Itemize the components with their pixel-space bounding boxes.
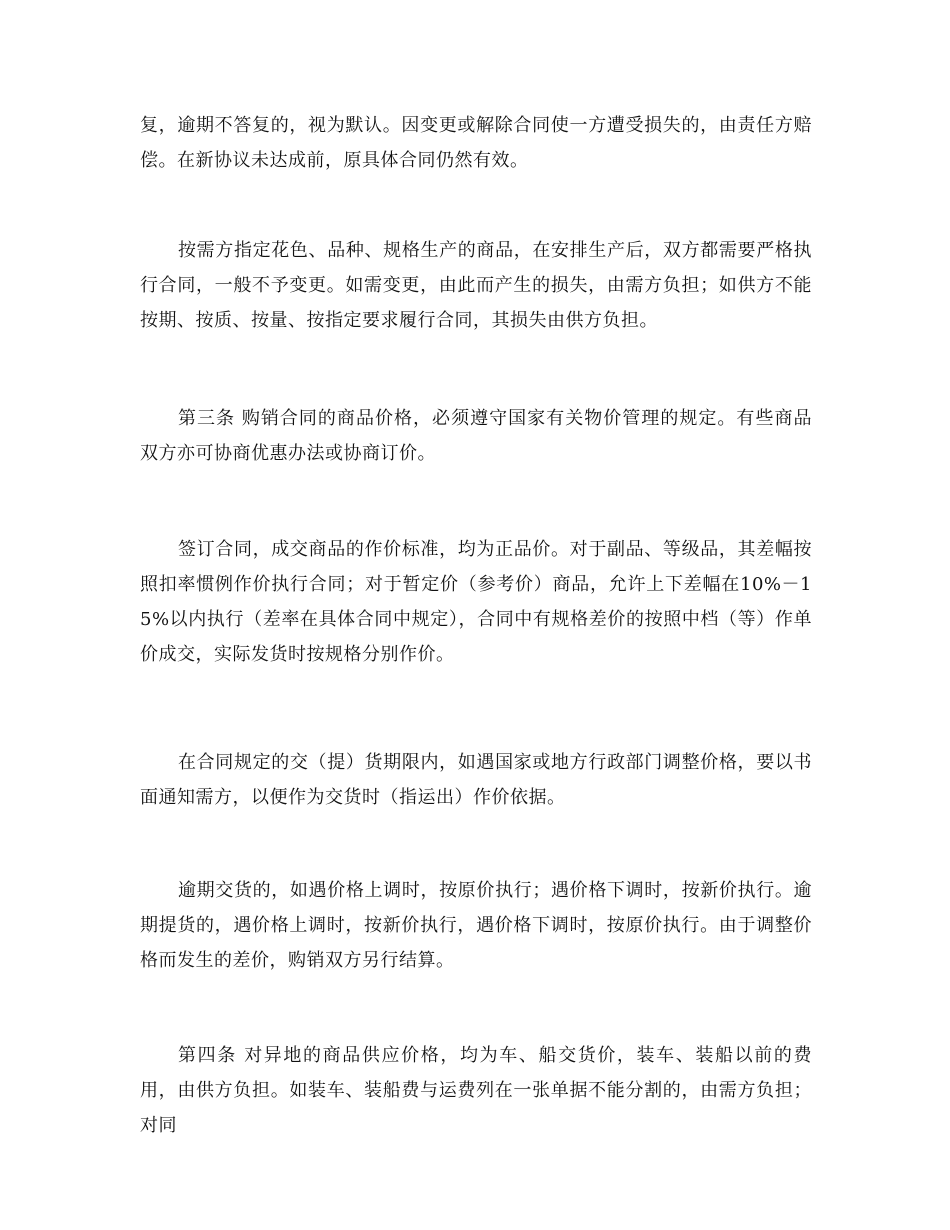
paragraph-price-adjustment: 在合同规定的交（提）货期限内，如遇国家或地方行政部门调整价格，要以书面通知需方，以便作为交货时（指运出）作价依据。	[140, 752, 812, 808]
paragraph-continuation: 复，逾期不答复的，视为默认。因变更或解除合同使一方遭受损失的，由责任方赔偿。在新协议未达成前，原具体合同仍然有效。	[140, 115, 812, 171]
paragraph-pricing-standard: 签订合同，成交商品的作价标准，均为正品价。对于副品、等级品，其差幅按照扣率惯例作价执行合同；对于暂定价（参考价）商品，允许上下差幅在10%－15%以内执行（差率在具体合同中规定），合同中有规格差价的按照中档（等）作单价成交，实际发货时按规格分别作价。	[140, 539, 812, 665]
paragraph-article-4: 第四条 对异地的商品供应价格，均为车、船交货价，装车、装船以前的费用，由供方负担。如装车、装船费与运费列在一张单据不能分割的，由需方负担；对同	[140, 1045, 812, 1136]
paragraph-article-3: 第三条 购销合同的商品价格，必须遵守国家有关物价管理的规定。有些商品双方亦可协商优惠办法或协商订价。	[140, 408, 812, 464]
paragraph-custom-production: 按需方指定花色、品种、规格生产的商品，在安排生产后，双方都需要严格执行合同，一般不予变更。如需变更，由此而产生的损失，由需方负担；如供方不能按期、按质、按量、按指定要求履行合同，其损失由供方负担。	[140, 240, 812, 331]
paragraph-overdue-delivery: 逾期交货的，如遇价格上调时，按原价执行；遇价格下调时，按新价执行。逾期提货的，遇价格上调时，按新价执行，遇价格下调时，按原价执行。由于调整价格而发生的差价，购销双方另行结算。	[140, 880, 812, 971]
